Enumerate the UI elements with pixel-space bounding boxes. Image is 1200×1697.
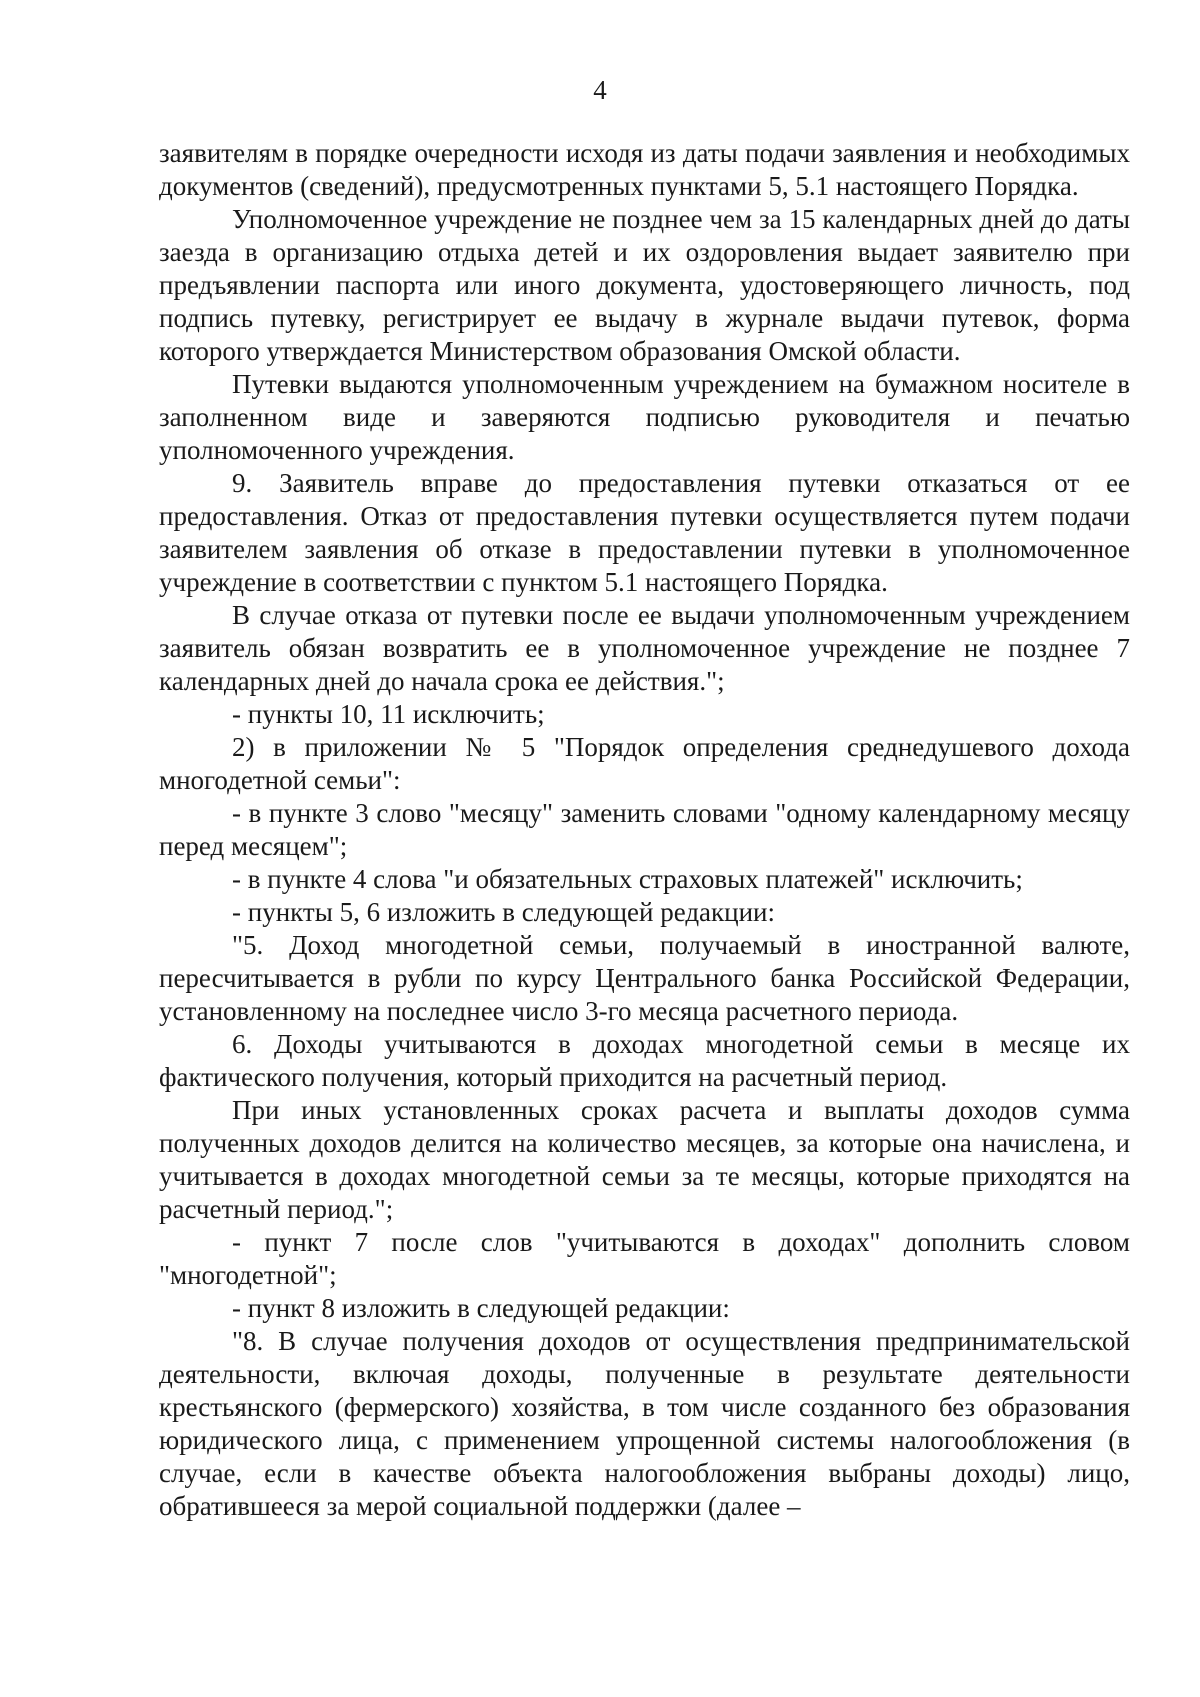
- paragraph-item-5: "5. Доход многодетной семьи, получаемый в иностранной валюте, пересчитывается в рубли по курсу Центрального банка Российской Федерации, установленному на последнее число 3-го месяца расчетного периода.: [159, 930, 1130, 1026]
- paragraph-appendix-5: 2) в приложении № 5 "Порядок определения среднедушевого дохода многодетной семьи":: [159, 732, 1130, 795]
- paragraph-ticket-certification: Путевки выдаются уполномоченным учреждением на бумажном носителе в заполненном виде и заверяются подписью руководителя и печатью уполномоченного учреждения.: [159, 369, 1130, 465]
- paragraph-other-terms: При иных установленных сроках расчета и выплаты доходов сумма полученных доходов делится на количество месяцев, за которые она начислена, и учитывается в доходах многодетной семьи за те месяцы, которые приходятся на расчетный период.";: [159, 1095, 1130, 1224]
- paragraph-item-6: 6. Доходы учитываются в доходах многодетной семьи в месяце их фактического получения, который приходится на расчетный период.: [159, 1029, 1130, 1092]
- paragraph-ticket-return: В случае отказа от путевки после ее выдачи уполномоченным учреждением заявитель обязан возвратить ее в уполномоченное учреждение не позднее 7 календарных дней до начала срока ее действия.";: [159, 600, 1130, 696]
- paragraph-item-3-change: - в пункте 3 слово "месяцу" заменить словами "одному календарному месяцу перед месяцем";: [159, 798, 1130, 861]
- page-number: 4: [593, 75, 607, 105]
- paragraph-item-9: 9. Заявитель вправе до предоставления путевки отказаться от ее предоставления. Отказ от предоставления путевки осуществляется путем подачи заявителем заявления об отказе в предоставлении путевки в уполномоченное учреждение в соответствии с пунктом 5.1 настоящего Порядка.: [159, 468, 1130, 597]
- paragraph-ticket-issuance: Уполномоченное учреждение не позднее чем за 15 календарных дней до даты заезда в организацию отдыха детей и их оздоровления выдает заявителю при предъявлении паспорта или иного документа, удостоверяющего личность, под подпись путевку, регистрирует ее выдачу в журнале выдачи путевок, форма которого утверждается Министерством образования Омской области.: [159, 204, 1130, 366]
- paragraph-continuation: заявителям в порядке очередности исходя из даты подачи заявления и необходимых документов (сведений), предусмотренных пунктами 5, 5.1 настоящего Порядка.: [159, 138, 1130, 201]
- paragraph-exclude-items: - пункты 10, 11 исключить;: [232, 699, 545, 729]
- paragraph-item-8-intro: - пункт 8 изложить в следующей редакции:: [232, 1293, 730, 1323]
- paragraph-items-5-6-intro: - пункты 5, 6 изложить в следующей редакции:: [232, 897, 776, 927]
- paragraph-item-8: "8. В случае получения доходов от осуществления предпринимательской деятельности, включая доходы, полученные в результате деятельности крестьянского (фермерского) хозяйства, в том числе созданного без образования юридического лица, с применением упрощенной системы налогообложения (в случае, если в качестве объекта налогообложения выбраны доходы) лицо, обратившееся за мерой социальной поддержки (далее –: [159, 1326, 1130, 1521]
- document-body: [159, 137, 1130, 1523]
- paragraph-item-4-change: - в пункте 4 слова "и обязательных страховых платежей" исключить;: [232, 864, 1023, 894]
- paragraph-item-7-change: - пункт 7 после слов "учитываются в доходах" дополнить словом "многодетной";: [159, 1227, 1130, 1290]
